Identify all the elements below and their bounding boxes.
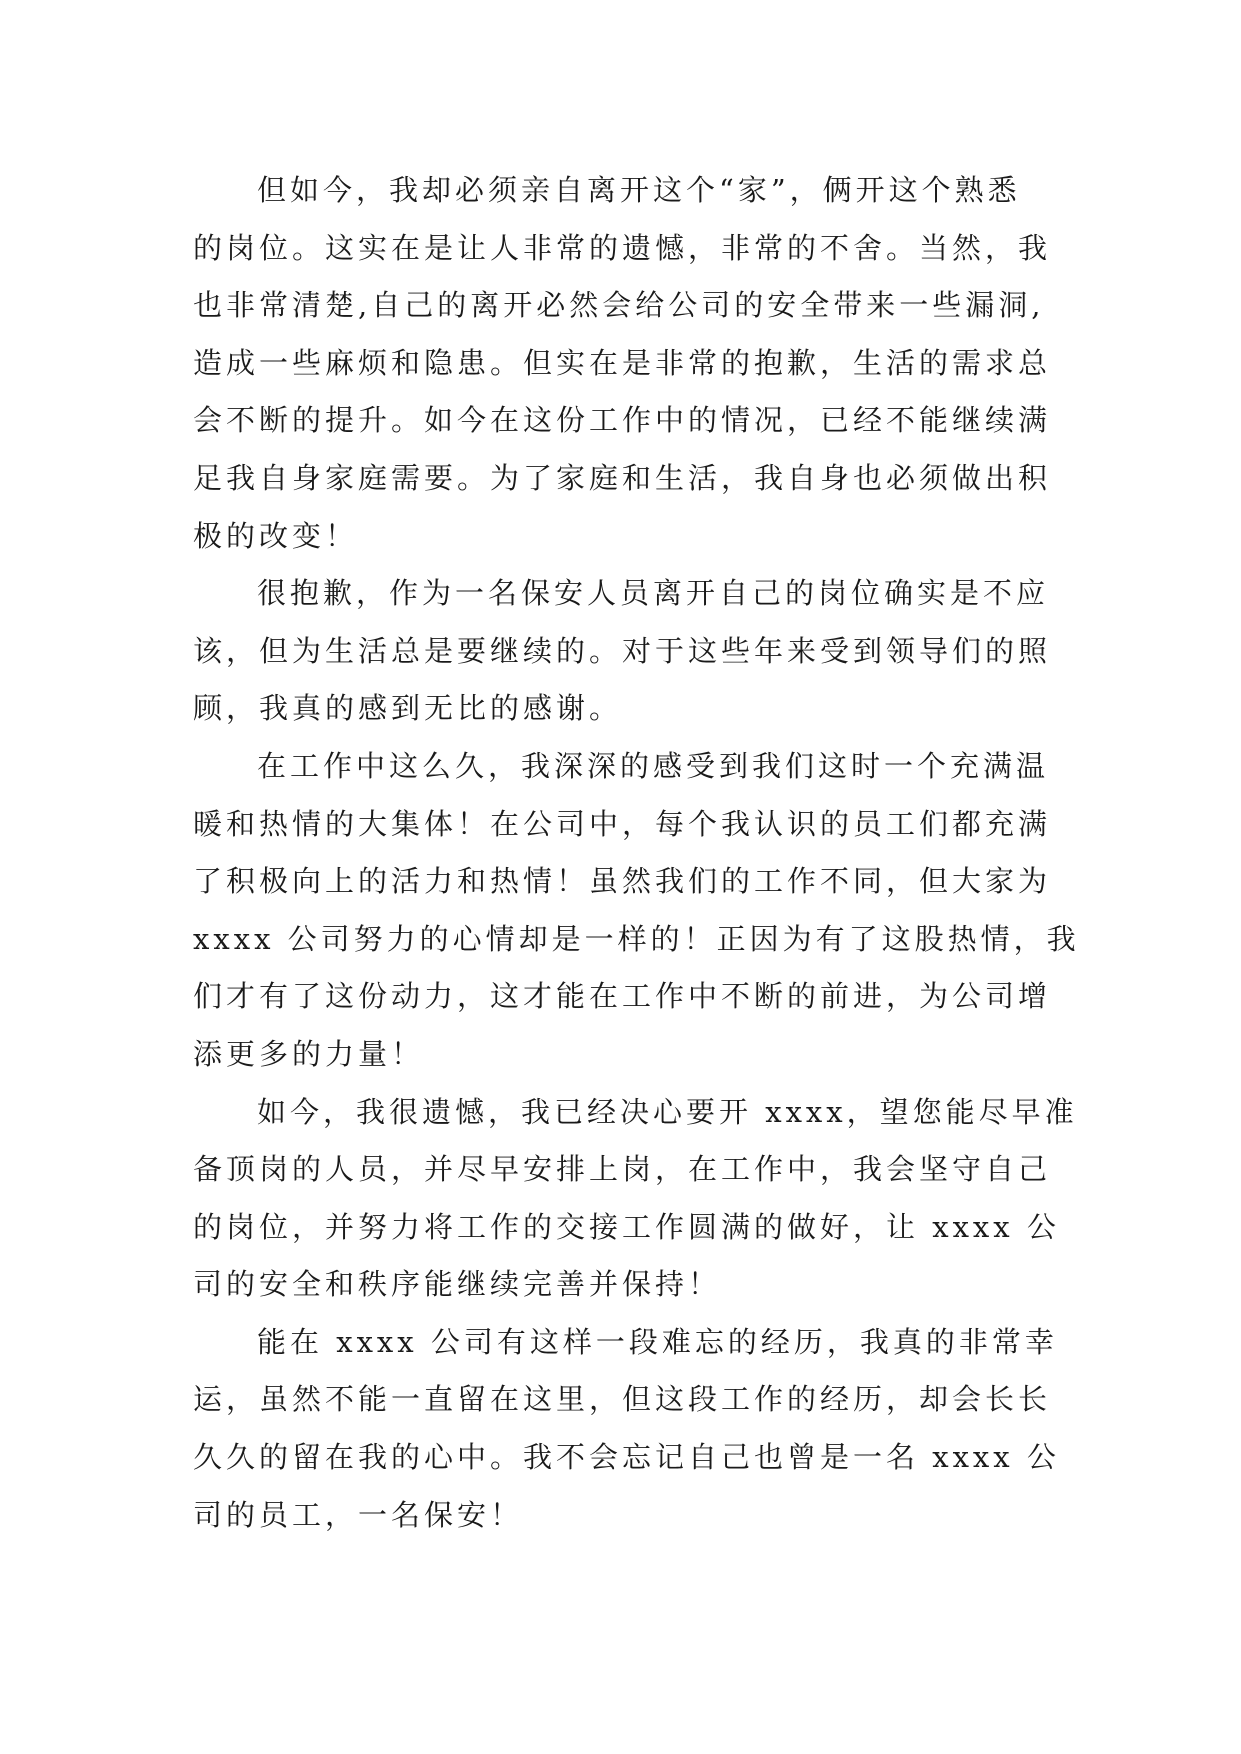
text-line: 们才有了这份动力，这才能在工作中不断的前进，为公司增 (193, 979, 1052, 1014)
text-line: xxxx 公司努力的心情却是一样的！正因为有了这股热情，我 (193, 921, 1080, 956)
text-line: 备顶岗的人员，并尽早安排上岗，在工作中，我会坚守自己 (193, 1152, 1052, 1187)
text-line: 顾，我真的感到无比的感谢。 (193, 691, 623, 726)
paragraph-4 (193, 1084, 1078, 1314)
paragraph-3 (193, 738, 1080, 1084)
text-line: 添更多的力量！ (193, 1036, 425, 1071)
text-line: 的岗位，并努力将工作的交接工作圆满的做好，让 xxxx 公 (193, 1209, 1060, 1244)
text-line: 的岗位。这实在是让人非常的遗憾，非常的不舍。当然，我 (193, 230, 1052, 265)
text-line: 在工作中这么久，我深深的感受到我们这时一个充满温 (257, 748, 1050, 783)
text-line: 该，但为生活总是要继续的。对于这些年来受到领导们的照 (193, 633, 1052, 668)
document-body (193, 162, 1080, 1544)
text-line: 暖和热情的大集体！在公司中，每个我认识的员工们都充满 (193, 806, 1052, 841)
text-line: 了积极向上的活力和热情！虽然我们的工作不同，但大家为 (193, 864, 1052, 899)
text-line: 足我自身家庭需要。为了家庭和生活，我自身也必须做出积 (193, 460, 1052, 495)
text-line: 运，虽然不能一直留在这里，但这段工作的经历，却会长长 (193, 1382, 1052, 1417)
text-line: 能在 xxxx 公司有这样一段难忘的经历，我真的非常幸 (257, 1324, 1058, 1359)
text-line: 但如今，我却必须亲自离开这个“家”，俩开这个熟悉 (257, 173, 1021, 207)
text-line: 极的改变！ (193, 518, 359, 553)
text-line: 很抱歉，作为一名保安人员离开自己的岗位确实是不应 (257, 576, 1050, 611)
text-line: 造成一些麻烦和隐患。但实在是非常的抱歉，生活的需求总 (193, 345, 1052, 380)
text-line: 久久的留在我的心中。我不会忘记自己也曾是一名 xxxx 公 (193, 1440, 1060, 1475)
paragraph-1 (193, 162, 1053, 565)
text-line: 如今，我很遗憾，我已经决心要开 xxxx，望您能尽早准 (257, 1094, 1078, 1129)
paragraph-5 (193, 1314, 1060, 1544)
paragraph-2 (193, 565, 1053, 738)
text-line: 司的安全和秩序能继续完善并保持！ (193, 1267, 722, 1302)
text-line: 也非常清楚,自己的离开必然会给公司的安全带来一些漏洞, (193, 288, 1045, 323)
text-line: 会不断的提升。如今在这份工作中的情况，已经不能继续满 (193, 403, 1052, 438)
text-line: 司的员工，一名保安！ (193, 1497, 524, 1532)
